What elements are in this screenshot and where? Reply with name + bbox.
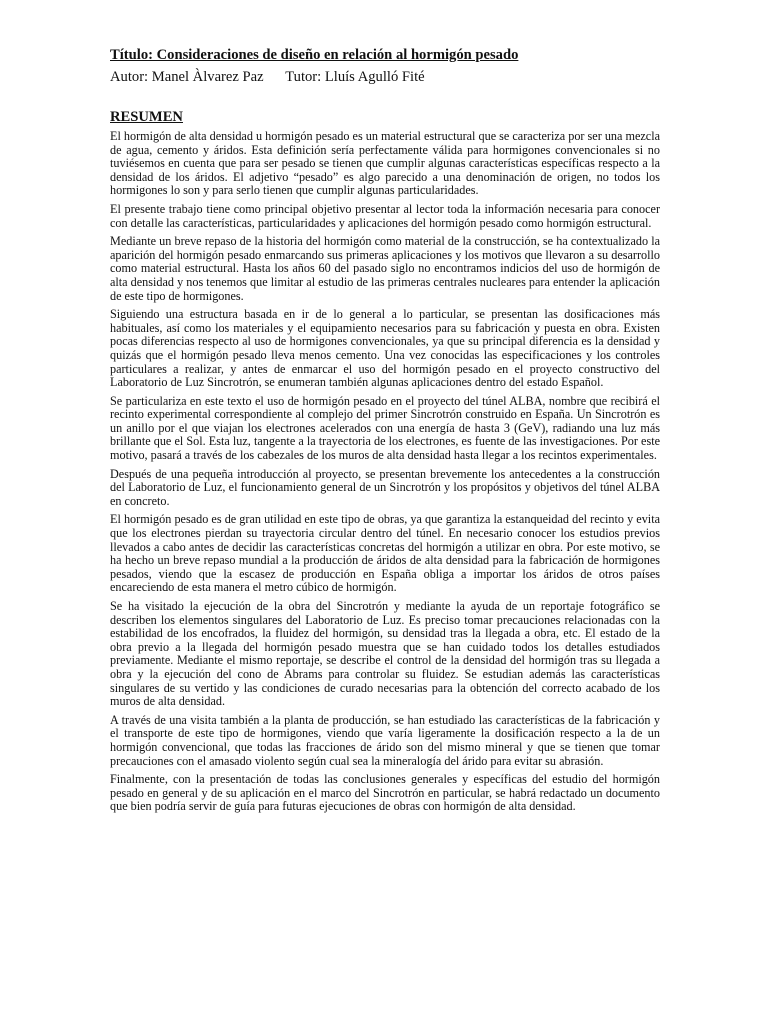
section-heading-resumen: RESUMEN — [110, 109, 183, 125]
paragraph: A través de una visita también a la planta de producción, se han estudiado las características de la fabricación y el transporte de este tipo de hormigones, viendo que varía ligeramente la dosificación respecto a la de un hormigón convencional, que todas las fracciones de árido son del mismo mineral y que se tienen que tomar precauciones con el amasado violento según cual sea la mineralogía del árido para evitar su abrasión. — [110, 712, 660, 768]
byline — [110, 68, 660, 86]
tutor: Tutor: Lluís Agulló Fité — [285, 69, 425, 85]
paragraph: El hormigón de alta densidad u hormigón pesado es un material estructural que se caracteriza por ser una mezcla de agua, cemento y áridos. Esta definición sería perfectamente válida para hormigones convencionales si no tuviésemos en cuenta que para ser pesado se tienen que cumplir algunas características específicas respecto a la densidad de los áridos. El adjetivo “pesado” es algo parecido a una denominación de origen, no todos los hormigones lo son y para serlo tienen que cumplir algunas particularidades. — [110, 129, 660, 198]
author: Autor: Manel Àlvarez Paz — [110, 69, 264, 85]
paragraph: Finalmente, con la presentación de todas las conclusiones generales y específicas del estudio del hormigón pesado en general y de su aplicación en el marco del Sincrotrón en particular, se habrá redactado un documento que bien podría servir de guía para futuras ejecuciones de obras con hormigón de alta densidad. — [110, 772, 660, 814]
paragraph: Se particulariza en este texto el uso de hormigón pesado en el proyecto del túnel ALBA, nombre que recibirá el recinto experimental correspondiente al complejo del primer Sincrotrón construido en España. Un Sincrotrón es un anillo por el que viajan los electrones acelerados con una energía de hasta 3 (GeV), radiando una luz más brillante que el Sol. Esta luz, tangente a la trayectoria de los electrones, es fuente de las investigaciones. Por este motivo, pasará a través de los cabezales de los muros de alta densidad hasta llegar a los recintos experimentales. — [110, 393, 660, 463]
document-title: Título: Consideraciones de diseño en relación al hormigón pesado — [110, 47, 519, 63]
paragraph: Siguiendo una estructura basada en ir de lo general a lo particular, se presentan las dosificaciones más habituales, así como los materiales y el equipamiento necesarios para su fabricación y puesta en obra. Existen pocas diferencias respecto al uso de hormigones convencionales, ya que su principal diferencia es la densidad y quizás que el hormigón pesado lleva menos cemento. Una vez conocidas las especificaciones y los controles particulares a realizar, y antes de enmarcar el uso del hormigón pesado en el proyecto constructivo del Laboratorio de Luz Sincrotrón, se enumeran también algunas aplicaciones dentro del estado Español. — [110, 307, 660, 390]
paragraph: Después de una pequeña introducción al proyecto, se presentan brevemente los antecedentes a la construcción del Laboratorio de Luz, el funcionamiento general de un Sincrotrón y los propósitos y objetivos del túnel ALBA en concreto. — [110, 466, 660, 508]
document-page — [110, 46, 660, 819]
paragraph: El hormigón pesado es de gran utilidad en este tipo de obras, ya que garantiza la estanqueidad del recinto y evita que los electrones pierdan su trayectoria circular dentro del túnel. En necesario conocer los estudios previos llevados a cabo antes de decidir las características concretas del hormigón a utilizar en obra. Por este motivo, se ha hecho un breve repaso mundial a la producción de áridos de alta densidad para la fabricación de hormigones pesados, viendo que la escasez de producción en España obliga a importar los áridos de otros países encareciendo de esta manera el metro cúbico de hormigón. — [110, 512, 660, 595]
paragraph: El presente trabajo tiene como principal objetivo presentar al lector toda la información necesaria para conocer con detalle las características, particularidades y aplicaciones del hormigón pesado como hormigón estructural. — [110, 201, 660, 230]
paragraph: Mediante un breve repaso de la historia del hormigón como material de la construcción, se ha contextualizado la aparición del hormigón pesado enmarcando sus primeras aplicaciones y los motivos que llevaron a su desarrollo como material estructural. Hasta los años 60 del pasado siglo no encontramos indicios del uso de hormigón de alta densidad y nos tenemos que limitar al estudio de las primeras centrales nucleares para entender la aplicación de este tipo de hormigones. — [110, 234, 660, 303]
paragraph: Se ha visitado la ejecución de la obra del Sincrotrón y mediante la ayuda de un reportaje fotográfico se describen los elementos singulares del Laboratorio de Luz. Es preciso tomar precauciones relacionadas con la estabilidad de los encofrados, la fluidez del hormigón, su densidad tras la llegada a obra, etc. El estado de la obra previo a la llegada del hormigón pesado muestra que se han cuidado todos los detalles estudiados previamente. Mediante el mismo reportaje, se describe el control de la densidad del hormigón tras su llegada a obra y la ejecución del cono de Abrams para controlar su fluidez. Se estudian además las características singulares de su vertido y las condiciones de curado necesarias para la obtención del correcto acabado de los muros de alta densidad. — [110, 599, 660, 709]
